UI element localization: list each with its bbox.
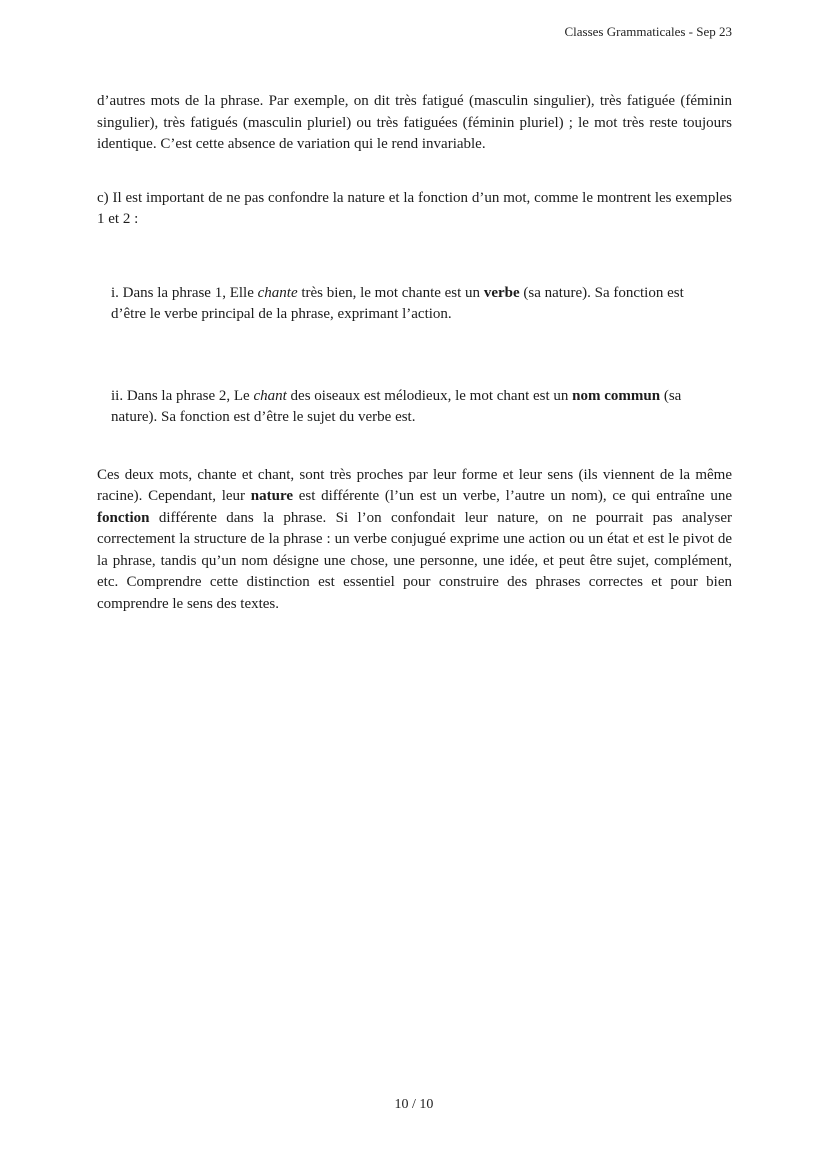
text-run: fonction: [97, 509, 150, 526]
page-content: [97, 91, 732, 615]
page-header: Classes Grammaticales - Sep 23: [564, 24, 732, 39]
text-run: (sa nature). Sa fonction est d’être le sujet du verbe est.: [111, 387, 682, 425]
text-run: ii. Dans la phrase 2, Le: [111, 387, 254, 404]
example-item-i: [111, 283, 703, 326]
page-number: 10 / 10: [394, 1097, 434, 1112]
text-run: (sa nature). Sa fonction est d’être le verbe principal de la phrase, exprimant l’action.: [111, 284, 684, 322]
paragraph-conclusion: [97, 465, 732, 616]
text-run: nature: [250, 488, 294, 504]
text-run: verbe: [483, 284, 520, 301]
text-run: chante: [257, 284, 298, 301]
text-run: différente dans la phrase. Si l’on confondait leur nature, on ne pourrait pas analyser correctement la structure de la phrase : un verbe conjugué exprime une action ou un état et est le pivot de la phrase, tandis qu’un nom désigne une chose, une personne, une idée, et peut être sujet, complément, etc. Comprendre cette distinction est essentiel pour construire des phrases correctes et pour bien comprendre le sens des textes.: [97, 509, 732, 612]
example-item-ii: [111, 386, 703, 429]
paragraph-continuation: [97, 91, 732, 156]
paragraph-point-c: [97, 188, 732, 231]
text-run: chant: [253, 387, 287, 404]
text-run: d’autres mots de la phrase. Par exemple, on dit très fatigué (masculin singulier), très fatiguée (féminin singulier), très fatigués (masculin pluriel) ou très fatiguées (féminin pluriel) ; le mot très reste toujours identique. C’est cette absence de variation qui le rend invariable.: [97, 93, 732, 152]
text-run: nom commun: [572, 387, 661, 404]
text-run: des oiseaux est mélodieux, le mot chant est un: [286, 387, 573, 404]
text-run: est différente (l’un est un verbe, l’autre un nom), ce qui entraîne une: [293, 488, 732, 504]
text-run: i. Dans la phrase 1, Elle: [111, 284, 258, 301]
text-run: très bien, le mot chante est un: [297, 284, 484, 301]
text-run: c) Il est important de ne pas confondre la nature et la fonction d’un mot, comme le montrent les exemples 1 et 2 :: [97, 189, 732, 227]
text-run: Ces deux mots, chante et chant, sont très proches par leur forme et leur sens (ils viennent de la même racine). Cependant, leur: [97, 466, 732, 504]
